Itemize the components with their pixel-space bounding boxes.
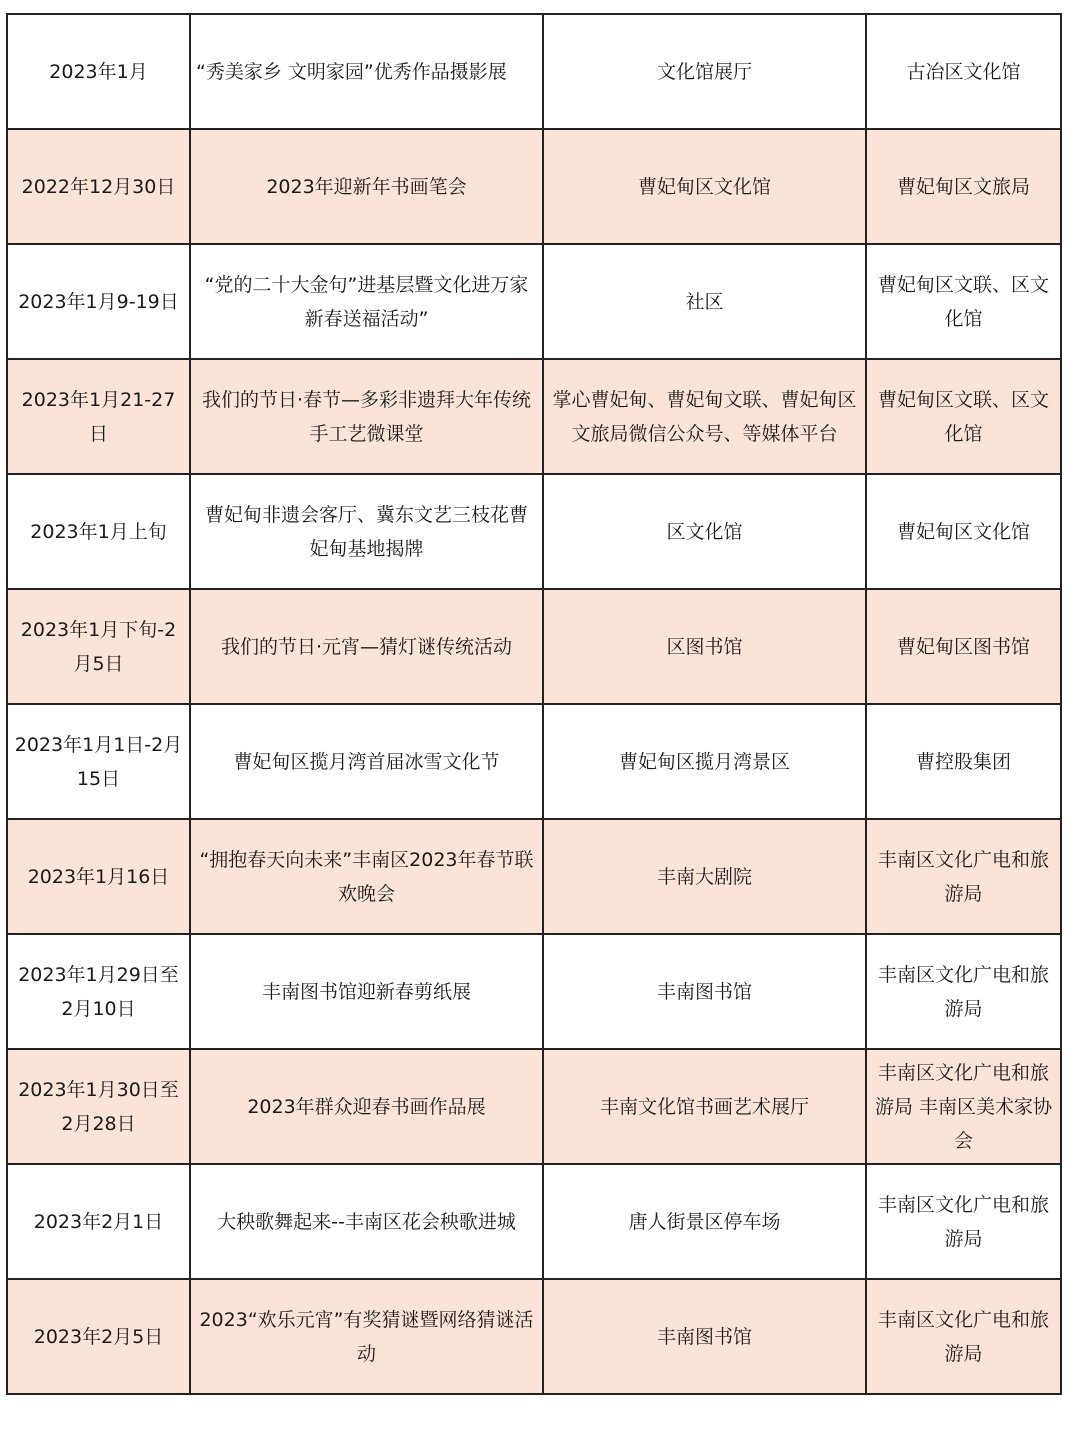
cell-event: 我们的节日·元宵—猜灯谜传统活动 <box>190 589 543 704</box>
cell-venue: 丰南图书馆 <box>543 934 866 1049</box>
table-row <box>7 359 1061 474</box>
cell-organizer: 曹妃甸区文化馆 <box>866 474 1061 589</box>
cell-date: 2023年1月上旬 <box>7 474 190 589</box>
cell-date: 2023年1月29日至2月10日 <box>7 934 190 1049</box>
cell-organizer: 丰南区文化广电和旅游局 <box>866 1164 1061 1279</box>
table-row <box>7 14 1061 129</box>
cell-venue: 丰南图书馆 <box>543 1279 866 1394</box>
cell-venue: 曹妃甸区文化馆 <box>543 129 866 244</box>
cell-event: 丰南图书馆迎新春剪纸展 <box>190 934 543 1049</box>
cell-event: 曹妃甸区揽月湾首届冰雪文化节 <box>190 704 543 819</box>
table-row <box>7 1164 1061 1279</box>
cell-venue: 掌心曹妃甸、曹妃甸文联、曹妃甸区文旅局微信公众号、等媒体平台 <box>543 359 866 474</box>
cell-venue: 社区 <box>543 244 866 359</box>
cell-event: 曹妃甸非遗会客厅、冀东文艺三枝花曹妃甸基地揭牌 <box>190 474 543 589</box>
cell-organizer: 丰南区文化广电和旅游局 <box>866 1279 1061 1394</box>
cell-event: 2023年群众迎春书画作品展 <box>190 1049 543 1164</box>
cell-organizer: 丰南区文化广电和旅游局 丰南区美术家协会 <box>866 1049 1061 1164</box>
table-row <box>7 934 1061 1049</box>
cell-date: 2023年1月16日 <box>7 819 190 934</box>
cell-date: 2023年1月1日-2月15日 <box>7 704 190 819</box>
table-row <box>7 1279 1061 1394</box>
table-row <box>7 704 1061 819</box>
cell-venue: 区文化馆 <box>543 474 866 589</box>
event-schedule-table <box>6 13 1062 1395</box>
cell-date: 2022年12月30日 <box>7 129 190 244</box>
cell-date: 2023年2月1日 <box>7 1164 190 1279</box>
cell-venue: 区图书馆 <box>543 589 866 704</box>
cell-organizer: 曹妃甸区文联、区文化馆 <box>866 359 1061 474</box>
cell-date: 2023年1月下旬-2月5日 <box>7 589 190 704</box>
cell-event: 2023年迎新年书画笔会 <box>190 129 543 244</box>
cell-event: 大秧歌舞起来--丰南区花会秧歌进城 <box>190 1164 543 1279</box>
cell-event: “党的二十大金句”进基层暨文化进万家新春送福活动” <box>190 244 543 359</box>
cell-event: “秀美家乡 文明家园”优秀作品摄影展 <box>190 14 543 129</box>
cell-organizer: 古冶区文化馆 <box>866 14 1061 129</box>
table-body <box>7 14 1061 1394</box>
table-row <box>7 819 1061 934</box>
cell-venue: 文化馆展厅 <box>543 14 866 129</box>
cell-venue: 唐人街景区停车场 <box>543 1164 866 1279</box>
cell-organizer: 曹妃甸区文联、区文化馆 <box>866 244 1061 359</box>
table-row <box>7 474 1061 589</box>
cell-event: 我们的节日·春节—多彩非遗拜大年传统手工艺微课堂 <box>190 359 543 474</box>
table-row <box>7 129 1061 244</box>
cell-organizer: 丰南区文化广电和旅游局 <box>866 819 1061 934</box>
cell-venue: 丰南大剧院 <box>543 819 866 934</box>
cell-organizer: 曹妃甸区文旅局 <box>866 129 1061 244</box>
cell-date: 2023年1月 <box>7 14 190 129</box>
cell-organizer: 曹妃甸区图书馆 <box>866 589 1061 704</box>
cell-venue: 曹妃甸区揽月湾景区 <box>543 704 866 819</box>
table-row <box>7 244 1061 359</box>
cell-event: 2023“欢乐元宵”有奖猜谜暨网络猜谜活动 <box>190 1279 543 1394</box>
table-row <box>7 1049 1061 1164</box>
table-row <box>7 589 1061 704</box>
cell-organizer: 曹控股集团 <box>866 704 1061 819</box>
cell-venue: 丰南文化馆书画艺术展厅 <box>543 1049 866 1164</box>
cell-date: 2023年1月21-27日 <box>7 359 190 474</box>
cell-event: “拥抱春天向未来”丰南区2023年春节联欢晚会 <box>190 819 543 934</box>
cell-date: 2023年1月9-19日 <box>7 244 190 359</box>
cell-organizer: 丰南区文化广电和旅游局 <box>866 934 1061 1049</box>
cell-date: 2023年2月5日 <box>7 1279 190 1394</box>
cell-date: 2023年1月30日至2月28日 <box>7 1049 190 1164</box>
